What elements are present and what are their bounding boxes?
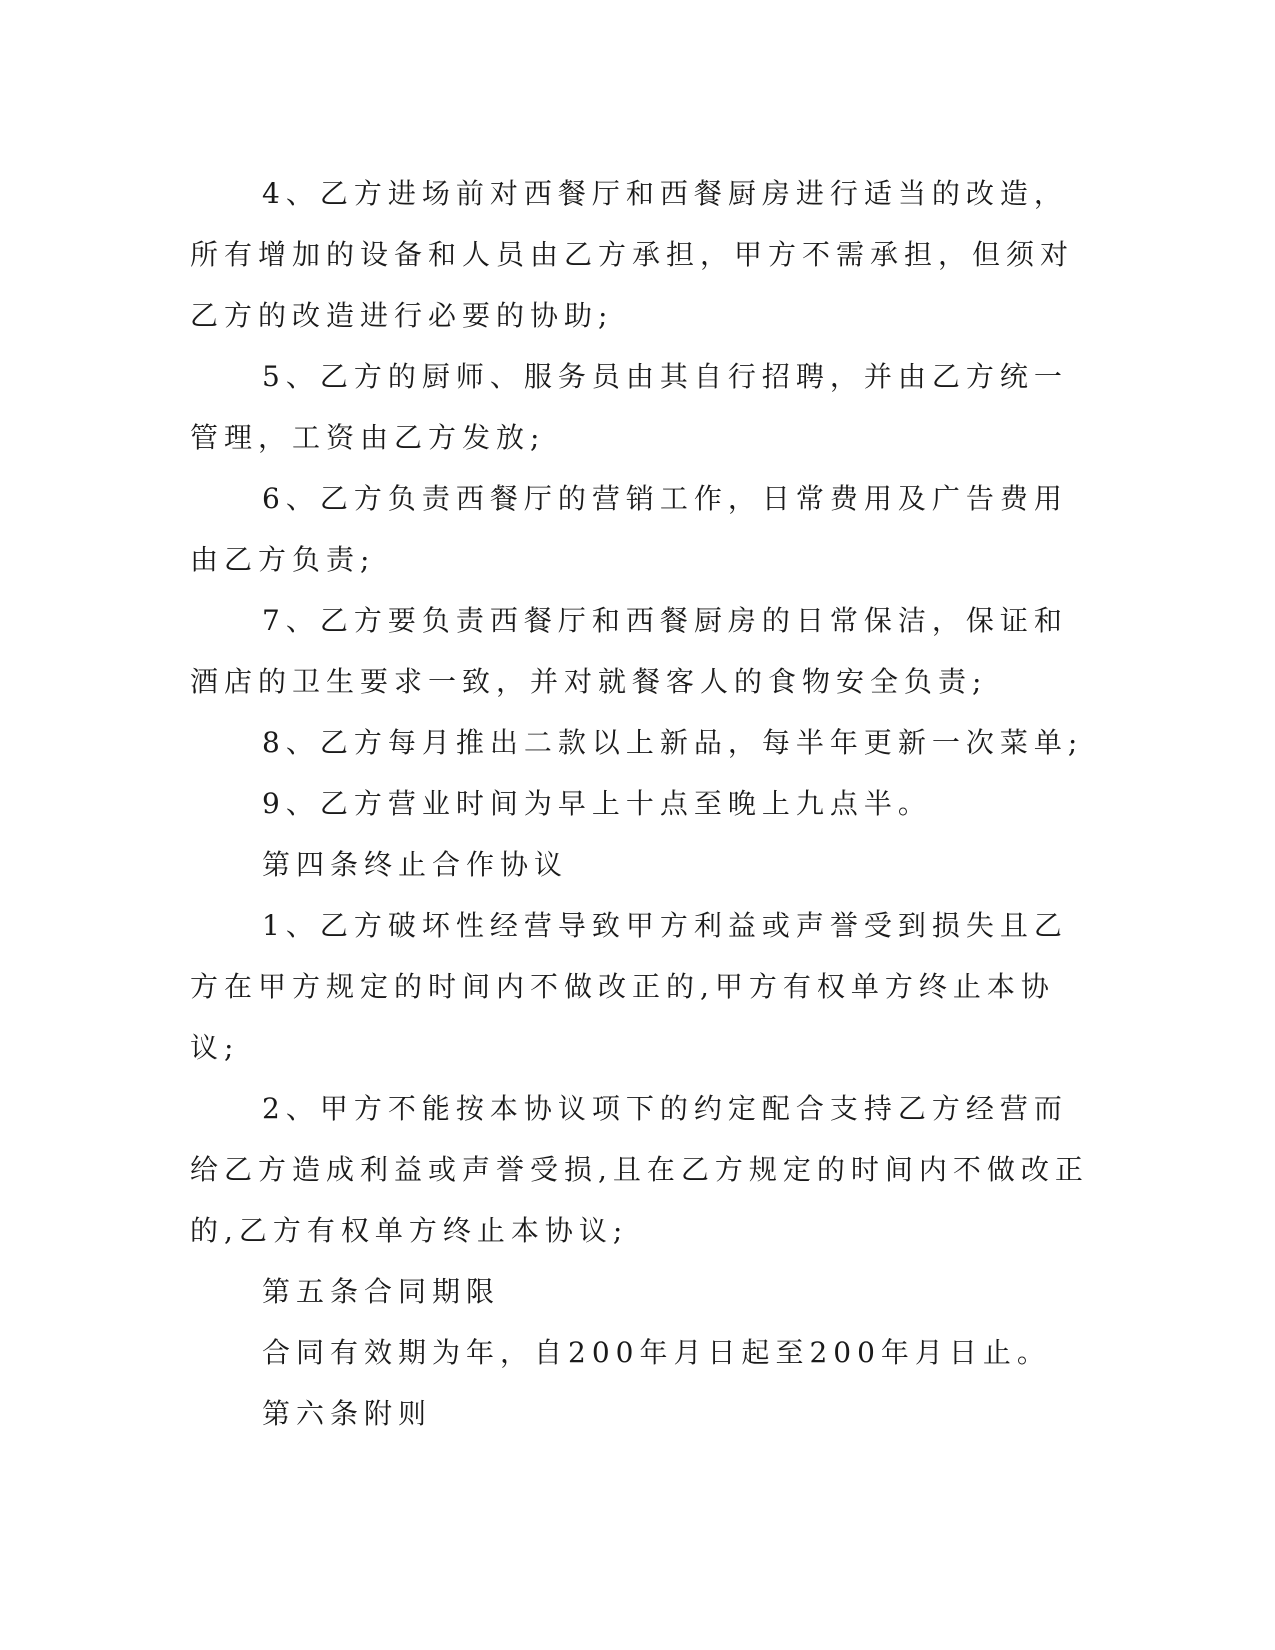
clause-3-item-5: 5、乙方的厨师、服务员由其自行招聘，并由乙方统一管理，工资由乙方发放; — [190, 360, 1068, 454]
clause-3-item-4: 4、乙方进场前对西餐厅和西餐厨房进行适当的改造，所有增加的设备和人员由乙方承担，甲方不需承担，但须对乙方的改造进行必要的协助; — [190, 177, 1075, 332]
clause-3-item-7: 7、乙方要负责西餐厅和西餐厨房的日常保洁，保证和酒店的卫生要求一致，并对就餐客人的食物安全负责; — [190, 604, 1068, 698]
clause-4-heading: 第四条终止合作协议 — [262, 848, 569, 881]
clause-3-item-8: 8、乙方每月推出二款以上新品，每半年更新一次菜单; — [262, 726, 1084, 759]
clause-3-item-9: 9、乙方营业时间为早上十点至晚上九点半。 — [262, 787, 932, 820]
clause-4-item-1: 1、乙方破坏性经营导致甲方利益或声誉受到损失且乙方在甲方规定的时间内不做改正的,甲方有权单方终止本协议; — [190, 909, 1068, 1064]
document-body — [190, 163, 1090, 1444]
clause-5-heading: 第五条合同期限 — [262, 1275, 501, 1308]
clause-4-item-2: 2、甲方不能按本协议项下的约定配合支持乙方经营而给乙方造成利益或声誉受损,且在乙方规定的时间内不做改正的,乙方有权单方终止本协议; — [190, 1092, 1089, 1247]
clause-3-item-6: 6、乙方负责西餐厅的营销工作，日常费用及广告费用由乙方负责; — [190, 482, 1068, 576]
clause-6-heading: 第六条附则 — [262, 1397, 433, 1430]
clause-5-term: 合同有效期为年，自200年月日起至200年月日止。 — [262, 1336, 1051, 1369]
